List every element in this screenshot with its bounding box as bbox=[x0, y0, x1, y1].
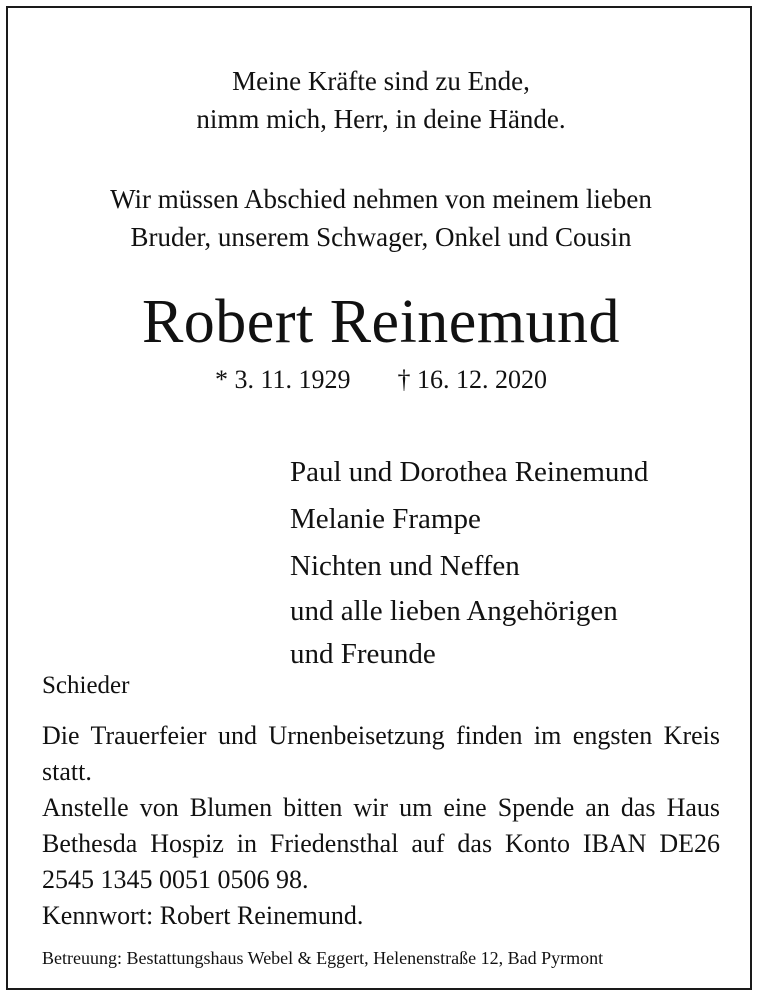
mourner-line: Nichten und Neffen bbox=[290, 550, 520, 582]
mourners-list bbox=[290, 450, 648, 677]
donation-keyword: Kennwort: Robert Reinemund. bbox=[42, 901, 364, 930]
mourner-line: und alle lieben Angehörigen bbox=[290, 595, 618, 627]
death-symbol: † bbox=[397, 365, 411, 394]
mourner-line: Melanie Frampe bbox=[290, 503, 481, 535]
deceased-name: Robert Reinemund bbox=[141, 288, 621, 356]
donation-notice: Anstelle von Blumen bitten wir um eine Spende an das Haus Bethesda Hospiz in Friedensthal auf das Konto IBAN DE26 2545 1345 0051 0506 98. bbox=[42, 793, 720, 894]
birth-date: 3. 11. 1929 bbox=[234, 365, 351, 394]
mourner-line: Paul und Dorothea Reinemund bbox=[290, 456, 649, 488]
verse bbox=[0, 62, 762, 138]
intro-line-2: Bruder, unserem Schwager, Onkel und Cousin bbox=[130, 222, 632, 252]
intro-text bbox=[0, 180, 762, 256]
funeral-home-footer: Betreuung: Bestattungshaus Webel & Eggert, Helenenstraße 12, Bad Pyrmont bbox=[42, 948, 604, 968]
birth-symbol: * bbox=[214, 365, 228, 394]
life-dates bbox=[0, 362, 762, 398]
place-name: Schieder bbox=[42, 672, 130, 699]
verse-line-1: Meine Kräfte sind zu Ende, bbox=[232, 66, 530, 96]
verse-line-2: nimm mich, Herr, in deine Hände. bbox=[196, 104, 566, 134]
death-date: 16. 12. 2020 bbox=[417, 365, 548, 394]
intro-line-1: Wir müssen Abschied nehmen von meinem lieben bbox=[110, 184, 652, 214]
mourner-line: und Freunde bbox=[290, 638, 436, 670]
ceremony-notice: Die Trauerfeier und Urnenbeisetzung finden im engsten Kreis statt. bbox=[42, 721, 720, 786]
